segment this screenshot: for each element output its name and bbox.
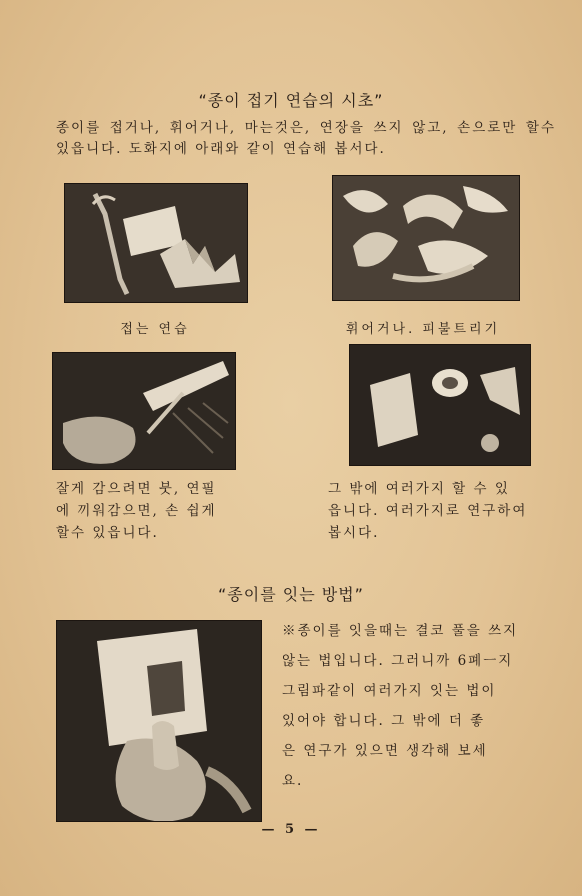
note-rolling-line: 잘게 감으려면 붓, 연필 [56,481,217,497]
joining-line: 요. [282,773,304,789]
note-other-line: 그 밖에 여러가지 할 수 있 [328,481,510,497]
section-title-joining-paper: “종이를 잇는 방법” [218,585,364,604]
joining-line: 않는 법입니다. 그러니까 6폐ㅡ지 [282,653,514,669]
joining-line: 그림파같이 여러가지 잇는 법이 [282,683,497,699]
note-rolling-line: 에 끼워감으면, 손 쉽게 [56,503,217,519]
section-title-folding-practice: “종이 접기 연습의 시초” [198,91,384,110]
photo-folding-practice [64,183,248,303]
caption-folding-practice: 접는 연습 [120,322,190,337]
page-number: — 5 — [261,822,321,837]
joining-instructions [282,616,558,796]
note-rolling [56,478,256,544]
photo-bending-curling [332,175,520,301]
note-other-line: 읍니다. 여러가지로 연구하여 [328,503,528,519]
joining-line: 은 연구가 있으면 생각해 보세 [282,743,488,759]
caption-bending-curling: 휘어거나. 피불트리기 [345,322,501,337]
joining-line: 있어야 합니다. 그 밖에 더 좋 [282,713,486,729]
photo-various-shapes [349,344,531,466]
note-other-shapes [328,478,558,544]
photo-joining-paper [56,620,262,822]
intro-paragraph: 종이를 접거나, 휘어거나, 마는것은, 연장을 쓰지 않고, 손으로만 할수 있읍니다. 도화지에 아래와 같이 연습해 봅서다. [56,120,556,157]
joining-line: ※종이를 잇을때는 결코 풀을 쓰지 [282,623,519,639]
note-rolling-line: 할수 있읍니다. [56,525,159,541]
photo-rolling-with-pencil [52,352,236,470]
note-other-line: 봅시다. [328,525,380,541]
